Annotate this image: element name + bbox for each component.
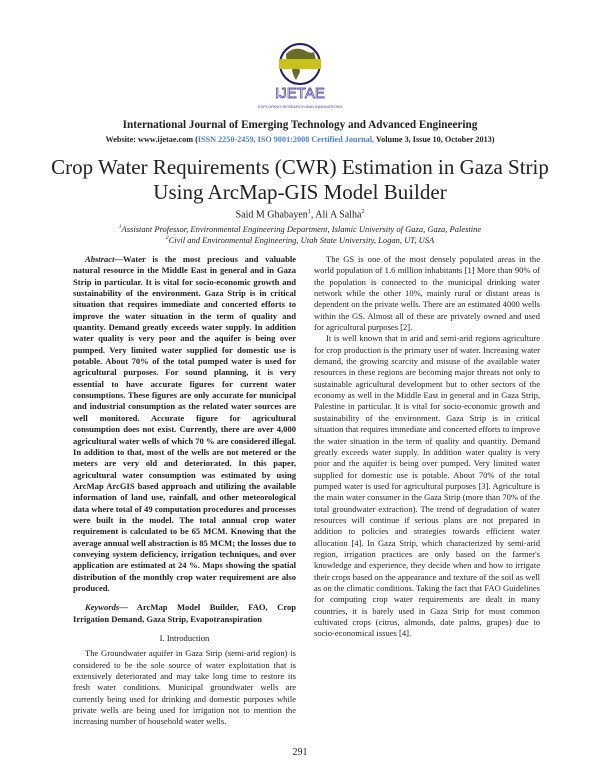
issn-link[interactable]: ISSN 2250-2459, ISO 9001:2008 Certified Journal, bbox=[197, 135, 375, 144]
keywords: Keywords— ArcMap Model Builder, FAO, Crop Irrigation Demand, Gaza Strip, Evapotranspiration bbox=[73, 602, 296, 624]
author-2: Ali A Salha bbox=[315, 209, 362, 221]
abstract: Abstract—Water is the most precious and valuable natural resource in the Middle East in general and in Gaza Strip in particular. It is vital for socio-economic growth and sustainability of the environment. Gaza Strip is in critical situation that requires immediate and concerted efforts to improve the water situation in the term of quality and quantity. Demand greatly exceeds water supply. In addition water quality is very poor and the aquifer is being over pumped. Very limited water supplied for domestic use is potable. About 70% of the total pumped water is used for agricultural purposes. For sound planning, it is very essential to have accurate figures for current water consumptions. These figures are only accurate for municipal and industrial consumption as the related water sources are well monitored. Accurate figure for agricultural consumption does not exist. Currently, there are over 4,000 agricultural water wells of which 70 % are considered illegal. In addition to that, most of the wells are not metered or the meters are very old and deteriorated. In this paper, agricultural water consumption was estimated by using ArcMap ArcGIS based approach and utilizing the available information of land use, rainfall, and other meteorological data where total of 49 computation procedures and processes were built in the model. The total annual crop water requirement is calculated to be 65 MCM. Knowing that the average annual well abstraction is 85 MCM; the losses due to conveying system deficiency, irrigation techniques, and over application are estimated at 24 %. Maps showing the spatial distribution of the monthly crop water requirement are also produced. bbox=[73, 254, 296, 593]
authors: Said M Ghabayen$^1$, Ali A Salha$^2$ bbox=[235, 209, 365, 221]
journal-logo bbox=[230, 42, 370, 112]
intro-paragraph: The Groundwater aquifer in Gaza Strip (semi-arid region) is considered to be the sole source of water exploitation that is extensively deteriorated and may take long time to restore its fresh water conditions. Municipal groundwater wells are currently being used for drinking and domestic purposes while private wells are being used for irrigation not to mention the increasing number of household water wells. bbox=[73, 648, 296, 727]
left-column bbox=[73, 254, 296, 728]
page-number: 291 bbox=[292, 747, 308, 758]
title-line-2: Using ArcMap-GIS Model Builder bbox=[153, 180, 447, 204]
volume-info: Volume 3, Issue 10, October 2013) bbox=[374, 135, 495, 144]
affiliation-2: $^2$Civil and Environmental Engineering, Utah State University, Logan, UT, USA bbox=[165, 235, 435, 245]
paragraph-gs-1: The GS is one of the most densely populated areas in the world population of 1.6 million inhabitants [1] More than 90% of the population is connected to the municipal drinking water network while the other 10%, mainly rural or distant areas is dependent on the private wells. There are an estimated 4000 wells within the GS. Almost all of these are privately owned and used for agricultural purposes [2]. bbox=[314, 254, 540, 333]
affiliation-1: $^1$Assistant Professor, Environmental Engineering Department, Islamic University of Gaza, Gaza, Palestine bbox=[118, 224, 482, 234]
title-line-1: Crop Water Requirements (CWR) Estimation in Gaza Strip bbox=[51, 155, 549, 179]
journal-name: International Journal of Emerging Technology and Advanced Engineering bbox=[122, 119, 478, 131]
paragraph-gs-2: It is well known that in arid and semi-arid regions agriculture for crop production is the primary user of water. Increasing water demand, the growing scarcity and misuse of the available water resources in these regions are becoming major threats not only to sustainable agricultural development but to other sectors of the economy as well in the Middle East in general and in Gaza Strip, Palestine in particular. It is vital for socio-economic growth and sustainability of the environment. Gaza Strip is in critical situation that requires immediate and concerted efforts to improve the water situation in the term of quality and quantity. Demand greatly exceeds water supply. In addition water quality is very poor and the aquifer is being over pumped. Very limited water supplied for domestic use is potable. About 70% of the total pumped water is used for agricultural purposes [3]. Agriculture is the main water consumer in the Gaza Strip (more than 70% of the total groundwater extraction). The trend of degradation of water resources will continue if serious plans are not prepared in addition to policies and strategies towards efficient water allocation [4]. In Gaza Strip, which characterized by semi-arid region, irrigation practices are only based on the farmer's knowledge and experience, they decide when and how to irrigate their crops based on the appearance and texture of the soil as well as on the climatic conditions. Taking the fact that FAO Guidelines for computing crop water requirements are dealt in many countries, it is barely used in Gaza Strip for most common cultivated crops (citrus, almonds, date palms, grapes) due to socio-economical issues [4]. bbox=[314, 333, 540, 639]
author-1: Said M Ghabayen bbox=[235, 209, 308, 221]
logo-text: IJETAE bbox=[275, 85, 325, 102]
paper-title bbox=[0, 155, 600, 205]
right-column bbox=[314, 254, 540, 640]
website-prefix: Website: www.ijetae.com ( bbox=[105, 135, 198, 144]
section-heading: I. Introduction bbox=[159, 633, 210, 643]
journal-website-line bbox=[0, 135, 600, 144]
svg-text:EXPLORING RESEARCH AND INNOVAT: EXPLORING RESEARCH AND INNOVATIONS bbox=[257, 104, 343, 109]
